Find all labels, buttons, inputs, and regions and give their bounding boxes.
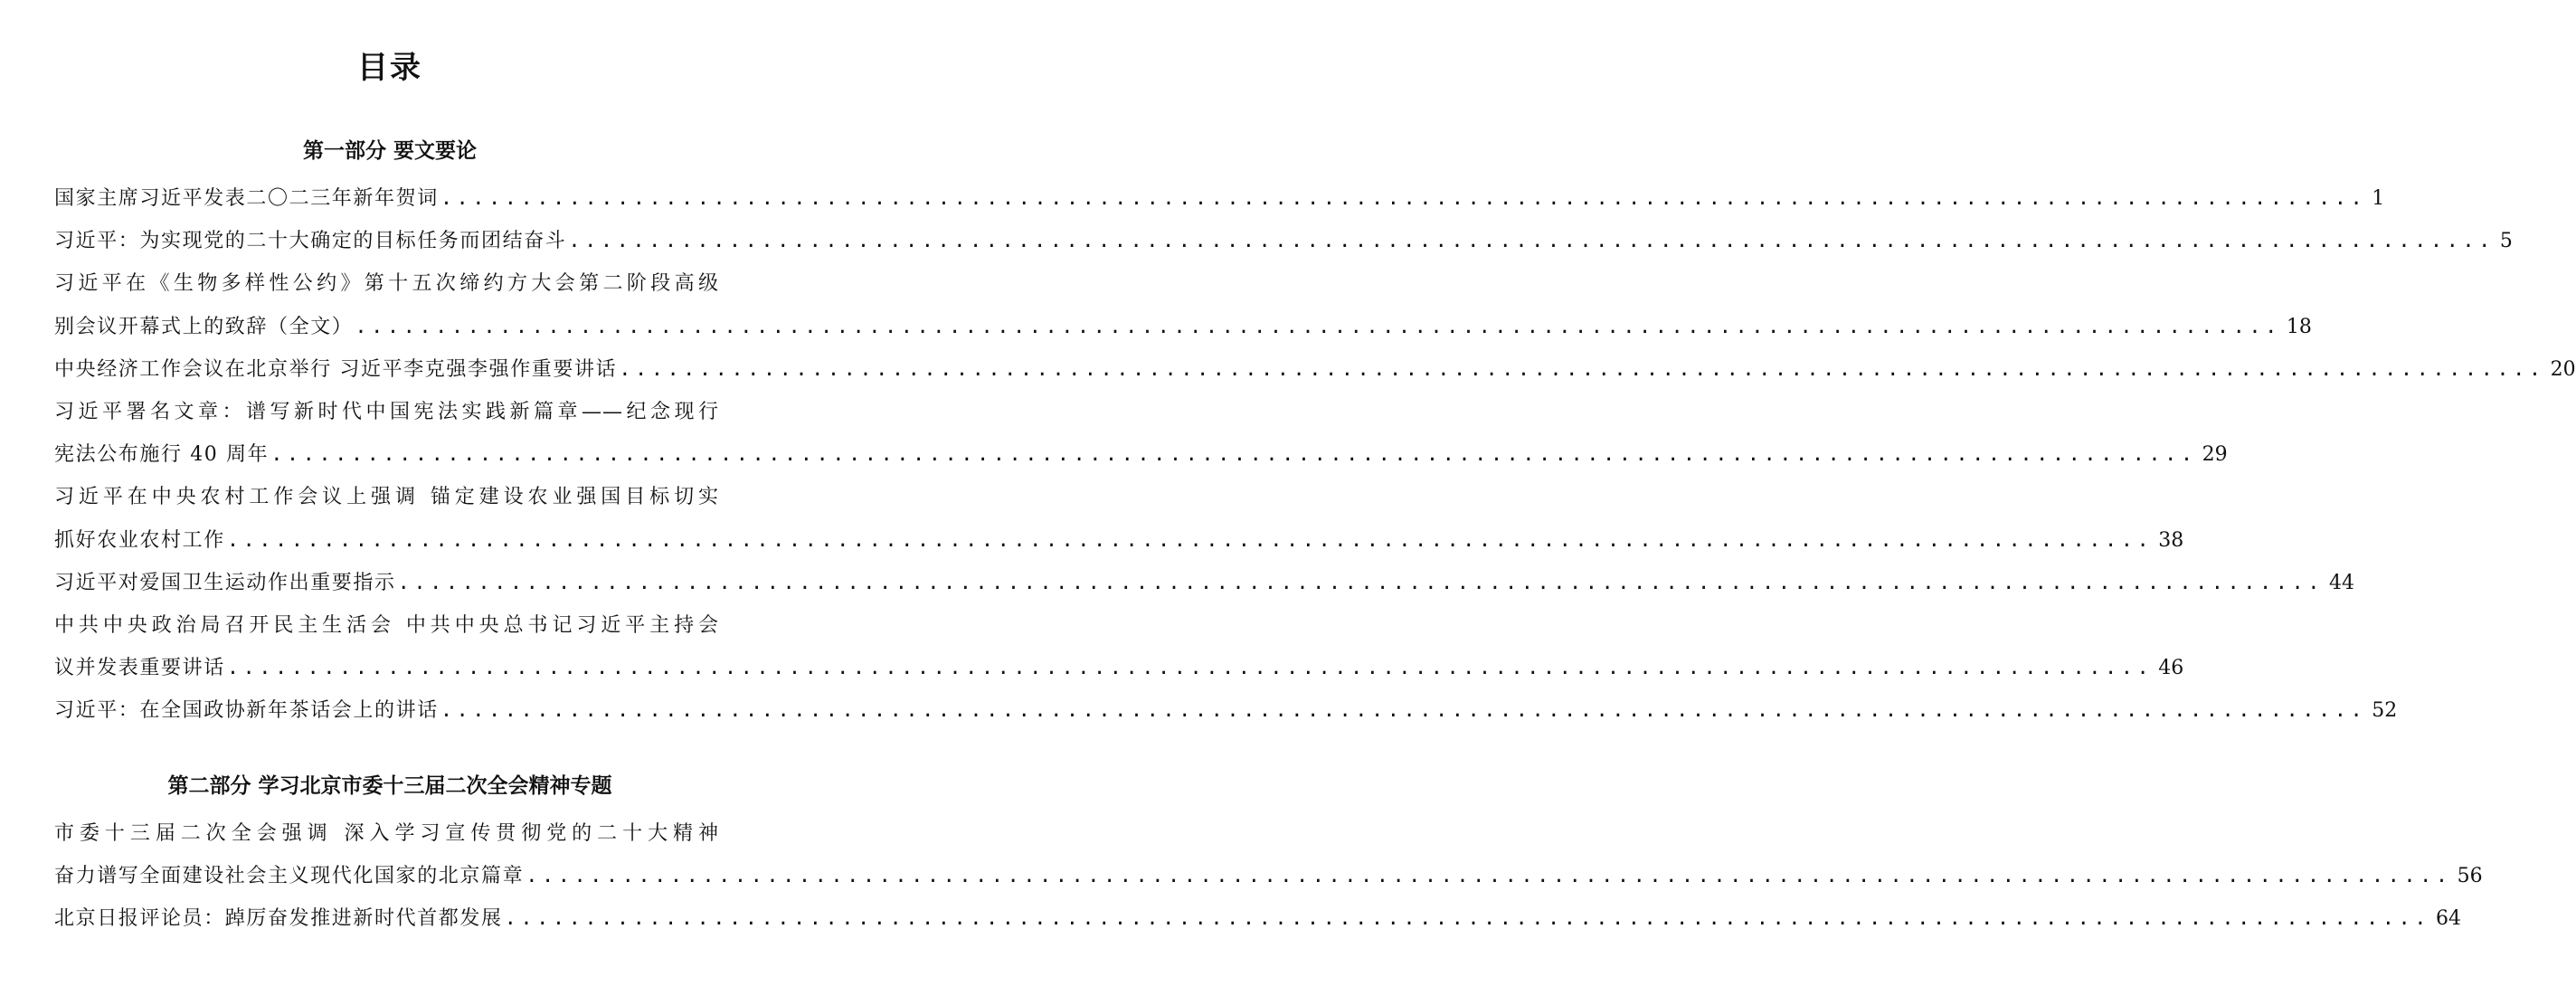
toc-entry-title: 奋力谱写全面建设社会主义现代化国家的北京篇章: [54, 865, 525, 888]
page-number: 1: [2372, 187, 2385, 210]
toc-entry-line[interactable]: [54, 519, 2184, 555]
toc-entry-line[interactable]: [54, 177, 2385, 213]
section-heading: 第二部分 学习北京市委十三届二次全会精神专题: [167, 774, 612, 798]
toc-entry-line[interactable]: [54, 562, 2355, 598]
page-number: 46: [2158, 657, 2184, 680]
toc-entry-line[interactable]: [54, 855, 2483, 891]
toc-entry-title: 别会议开幕式上的致辞（全文）: [54, 315, 354, 338]
page-number: 18: [2286, 315, 2312, 338]
page-number: 64: [2436, 907, 2462, 931]
toc-entry-line[interactable]: [54, 262, 719, 299]
page-number: 5: [2499, 230, 2513, 253]
toc-entry-title: 市委十三届二次全会强调 深入学习宣传贯彻党的二十大精神: [54, 822, 719, 845]
toc-entry-line[interactable]: [54, 433, 2228, 469]
toc-entry-title: 习近平在《生物多样性公约》第十五次缔约方大会第二阶段高级: [54, 272, 719, 296]
toc-entry-line[interactable]: [54, 689, 2398, 725]
toc-entry-title: 中央经济工作会议在北京举行 习近平李克强李强作重要讲话: [54, 357, 618, 381]
toc-entry-line[interactable]: [54, 348, 2576, 384]
page-number: 20: [2550, 357, 2576, 381]
toc-entry-line[interactable]: [54, 897, 2462, 934]
dot-leader: ........................................................................................................................: [440, 187, 2367, 210]
dot-leader: ........................................................................................................................: [226, 657, 2154, 680]
toc-entry-line[interactable]: [54, 604, 719, 640]
page-number: 29: [2202, 443, 2228, 467]
toc-entry-title: 议并发表重要讲话: [54, 657, 225, 680]
document-title: 目录: [357, 50, 422, 86]
page-number: 44: [2329, 571, 2355, 594]
page-number: 52: [2372, 699, 2398, 723]
toc-entry-title: 国家主席习近平发表二〇二三年新年贺词: [54, 187, 439, 210]
section-heading: 第一部分 要文要论: [302, 139, 477, 163]
toc-entry-line[interactable]: [54, 391, 719, 427]
toc-entry-line[interactable]: [54, 220, 2513, 256]
toc-entry-line[interactable]: [54, 306, 2312, 342]
dot-leader: ........................................................................................................................: [619, 357, 2545, 381]
page-number: 38: [2158, 528, 2184, 552]
dot-leader: ........................................................................................................................: [270, 443, 2197, 467]
dot-leader: ........................................................................................................................: [226, 528, 2154, 552]
dot-leader: ........................................................................................................................: [355, 315, 2281, 338]
toc-entry-line[interactable]: [54, 476, 719, 512]
toc-entry-title: 习近平：在全国政协新年茶话会上的讲话: [54, 699, 439, 723]
toc-entry-title: 中共中央政治局召开民主生活会 中共中央总书记习近平主持会: [54, 614, 719, 637]
toc-entry-title: 习近平对爱国卫生运动作出重要指示: [54, 571, 396, 594]
toc-entry-title: 北京日报评论员：踔厉奋发推进新时代首都发展: [54, 907, 503, 931]
dot-leader: ........................................................................................................................: [504, 907, 2431, 931]
toc-entry-line[interactable]: [54, 647, 2184, 683]
toc-entry-title: 宪法公布施行 40 周年: [54, 443, 270, 467]
dot-leader: ........................................................................................................................: [397, 571, 2325, 594]
dot-leader: ........................................................................................................................: [526, 865, 2452, 888]
toc-entry-line[interactable]: [54, 812, 719, 849]
page-number: 56: [2457, 865, 2483, 888]
toc-entry-title: 习近平在中央农村工作会议上强调 锚定建设农业强国目标切实: [54, 486, 719, 509]
toc-entry-title: 抓好农业农村工作: [54, 528, 225, 552]
dot-leader: ........................................................................................................................: [440, 699, 2367, 723]
toc-entry-title: 习近平署名文章：谱写新时代中国宪法实践新篇章——纪念现行: [54, 401, 719, 423]
toc-entry-title: 习近平：为实现党的二十大确定的目标任务而团结奋斗: [54, 230, 567, 253]
dot-leader: ........................................................................................................................: [568, 230, 2495, 253]
